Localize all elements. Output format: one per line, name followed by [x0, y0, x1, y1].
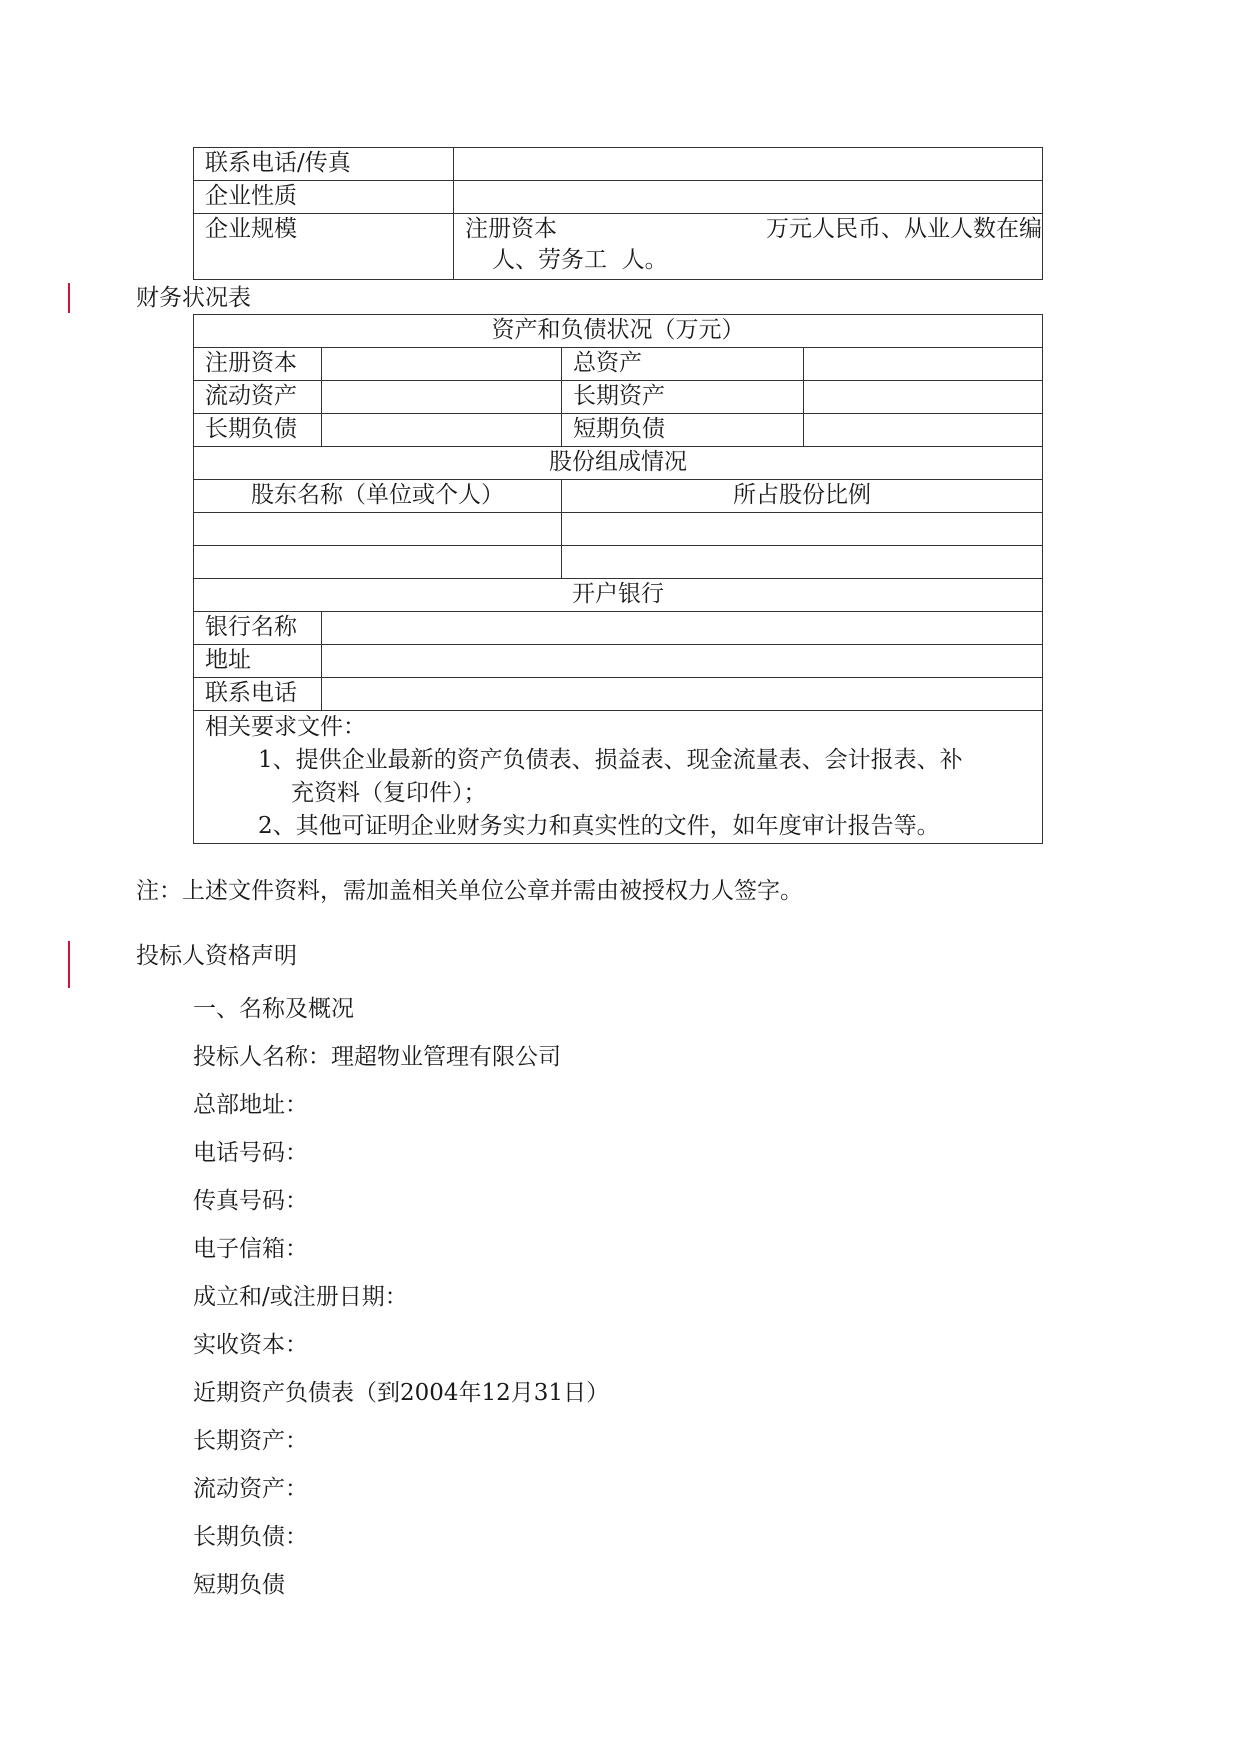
requirement-item-1: 1、提供企业最新的资产负债表、损益表、现金流量表、会计报表、补	[258, 747, 963, 773]
revision-marker	[68, 941, 70, 988]
registered-capital-label: 注册资本	[194, 348, 322, 381]
phone-fax-value	[454, 148, 1043, 181]
bank-name-value	[322, 612, 1043, 645]
bank-address-label: 地址	[194, 645, 322, 678]
total-assets-label: 总资产	[562, 348, 804, 381]
declaration-line: 投标人名称：理超物业管理有限公司	[193, 1044, 561, 1070]
total-assets-value	[804, 348, 1043, 381]
bank-name-label: 银行名称	[194, 612, 322, 645]
declaration-line: 一、名称及概况	[193, 996, 354, 1022]
scale-employees: 万元人民币、从业人数在编	[766, 216, 1042, 242]
declaration-line: 成立和/或注册日期：	[193, 1284, 408, 1310]
long-term-liabilities-value	[322, 414, 562, 447]
current-assets-value	[322, 381, 562, 414]
phone-fax-label: 联系电话/传真	[194, 148, 454, 181]
enterprise-scale-label: 企业规模	[194, 214, 454, 280]
declaration-line: 长期资产：	[193, 1428, 308, 1454]
declaration-line: 实收资本：	[193, 1332, 308, 1358]
long-term-liabilities-label: 长期负债	[194, 414, 322, 447]
shareholder-cell	[194, 513, 562, 546]
enterprise-scale-value	[454, 214, 1043, 280]
long-term-assets-label: 长期资产	[562, 381, 804, 414]
bank-phone-value	[322, 678, 1043, 711]
finance-section-title: 财务状况表	[136, 285, 251, 311]
share-ratio-cell	[562, 546, 1043, 579]
declaration-line: 长期负债：	[193, 1524, 308, 1550]
scale-labor: 人、劳务工 人。	[492, 247, 668, 273]
shares-header: 股份组成情况	[194, 447, 1043, 480]
declaration-line: 短期负债	[193, 1572, 285, 1598]
enterprise-nature-value	[454, 181, 1043, 214]
declaration-line: 总部地址：	[193, 1092, 308, 1118]
note-text: 注：上述文件资料，需加盖相关单位公章并需由被授权力人签字。	[136, 878, 803, 904]
registered-capital-value	[322, 348, 562, 381]
finance-status-table	[193, 314, 1043, 844]
short-term-liabilities-label: 短期负债	[562, 414, 804, 447]
declaration-line: 传真号码：	[193, 1188, 308, 1214]
declaration-line: 流动资产：	[193, 1476, 308, 1502]
required-documents-title: 相关要求文件：	[205, 714, 366, 740]
bank-address-value	[322, 645, 1043, 678]
requirement-item-2: 2、其他可证明企业财务实力和真实性的文件，如年度审计报告等。	[258, 813, 940, 839]
share-ratio-column-header: 所占股份比例	[562, 480, 1043, 513]
declaration-title: 投标人资格声明	[136, 943, 297, 969]
share-ratio-cell	[562, 513, 1043, 546]
requirement-item-1-cont: 充资料（复印件）；	[291, 780, 487, 806]
bank-header: 开户银行	[194, 579, 1043, 612]
scale-registered-capital: 注册资本	[465, 216, 557, 242]
company-info-table	[193, 147, 1043, 280]
shareholder-column-header: 股东名称（单位或个人）	[194, 480, 562, 513]
bank-phone-label: 联系电话	[194, 678, 322, 711]
enterprise-nature-label: 企业性质	[194, 181, 454, 214]
shareholder-cell	[194, 546, 562, 579]
declaration-line: 电话号码：	[193, 1140, 308, 1166]
assets-liabilities-header: 资产和负债状况（万元）	[194, 315, 1043, 348]
long-term-assets-value	[804, 381, 1043, 414]
required-documents-cell	[194, 711, 1043, 844]
current-assets-label: 流动资产	[194, 381, 322, 414]
declaration-line: 电子信箱：	[193, 1236, 308, 1262]
short-term-liabilities-value	[804, 414, 1043, 447]
declaration-line: 近期资产负债表（到2004年12月31日）	[193, 1380, 610, 1406]
revision-marker	[68, 283, 70, 313]
